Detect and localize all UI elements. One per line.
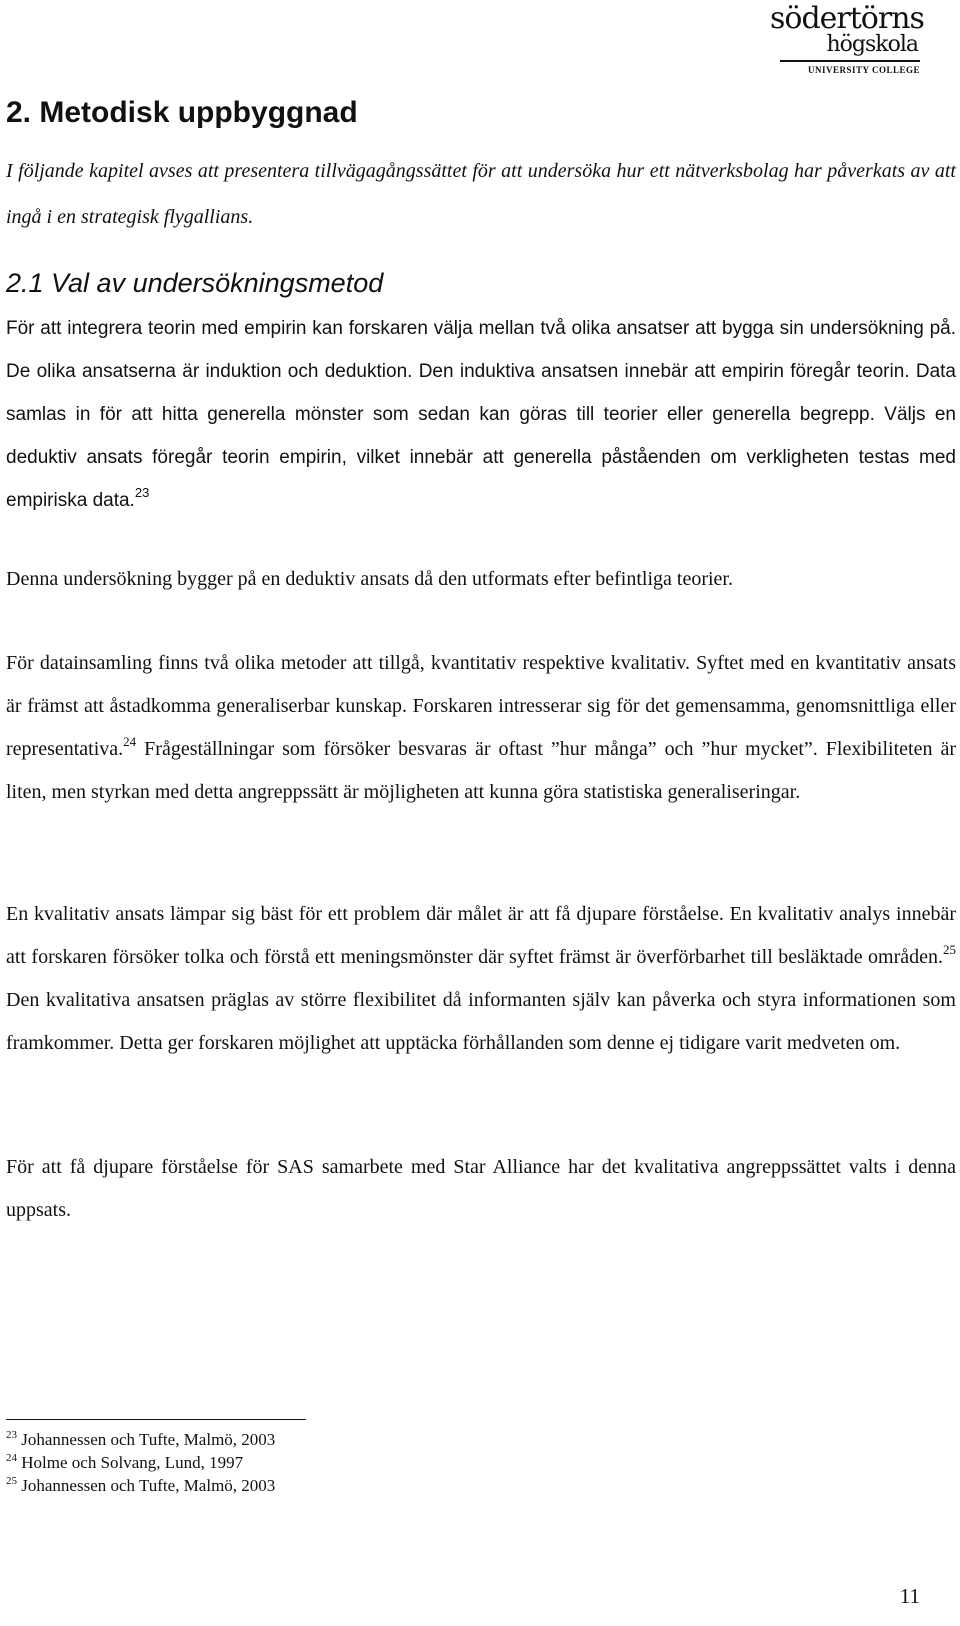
footnote-text: Johannessen och Tufte, Malmö, 2003 xyxy=(21,1476,276,1495)
paragraph-text: En kvalitativ ansats lämpar sig bäst för ett problem där målet är att få djupare förståelse. En kvalitativ analys innebär att forskaren försöker tolka och förstå ett meningsmönster där syftet främst är överförbarhet till besläktade områden. xyxy=(6,903,956,968)
footnote-number: 23 xyxy=(6,1429,17,1441)
section-heading: 2.1 Val av undersökningsmetod xyxy=(6,268,384,298)
footnotes xyxy=(6,1428,275,1497)
footnote-number: 25 xyxy=(6,1475,17,1487)
logo-divider xyxy=(780,60,920,62)
footnote-ref: 25 xyxy=(943,942,956,957)
chapter-intro: I följande kapitel avses att presentera tillvägagångssättet för att undersöka hur ett nätverksbolag har påverkats av att ingå i en strategisk flygallians. xyxy=(6,160,956,228)
paragraph-method-choice xyxy=(6,307,956,522)
chapter-heading: 2. Metodisk uppbyggnad xyxy=(6,96,358,129)
footnote xyxy=(6,1428,275,1451)
paragraph-conclusion: För att få djupare förståelse för SAS samarbete med Star Alliance har det kvalitativa angreppssättet valts i denna uppsats. xyxy=(6,1156,956,1221)
paragraph-text: För att integrera teorin med empirin kan forskaren välja mellan två olika ansatser att bygga sin undersökning på. De olika ansatserna är induktion och deduktion. Den induktiva ansatsen innebär att empirin föregår teorin. Data samlas in för att hitta generella mönster som sedan kan göras till teorier eller generella begrepp. Väljs en deduktiv ansats föregår teorin empirin, vilket innebär att generella påståenden om verkligheten testas med empiriska data. xyxy=(6,318,956,511)
footnote xyxy=(6,1451,275,1474)
footnote-number: 24 xyxy=(6,1452,17,1464)
university-logo xyxy=(770,1,924,75)
paragraph-text: För datainsamling finns två olika metoder att tillgå, kvantitativ respektive kvalitativ. Syftet med en kvantitativ ansats är främst att åstadkomma generaliserbar kunskap. Forskaren intresserar sig för det gemensamma, genomsnittliga eller representativa. xyxy=(6,652,956,760)
logo-name: södertörns xyxy=(770,1,924,36)
footnote-ref: 23 xyxy=(134,485,150,500)
footnote-text: Holme och Solvang, Lund, 1997 xyxy=(21,1453,244,1472)
footnote-divider xyxy=(6,1419,306,1420)
paragraph-text: Frågeställningar som försöker besvaras är oftast ”hur många” och ”hur mycket”. Flexibiliteten är liten, men styrkan med detta angreppssätt är möjligheten att kunna göra statistiska generaliseringar. xyxy=(6,738,956,803)
paragraph-text: Den kvalitativa ansatsen präglas av större flexibilitet då informanten själv kan påverka och styra informationen som framkommer. Detta ger forskaren möjlighet att upptäcka förhållanden som denne ej tidigare varit medveten om. xyxy=(6,989,956,1054)
page-number: 11 xyxy=(899,1584,920,1608)
logo-subname: högskola xyxy=(826,32,918,57)
logo-tagline: UNIVERSITY COLLEGE xyxy=(808,65,920,75)
paragraph-qualitative xyxy=(6,893,956,1065)
paragraph-deductive: Denna undersökning bygger på en deduktiv ansats då den utformats efter befintliga teorier. xyxy=(6,568,733,590)
footnote-ref: 24 xyxy=(123,734,137,749)
footnote-text: Johannessen och Tufte, Malmö, 2003 xyxy=(21,1430,276,1449)
paragraph-quantitative xyxy=(6,642,956,814)
footnote xyxy=(6,1474,275,1497)
